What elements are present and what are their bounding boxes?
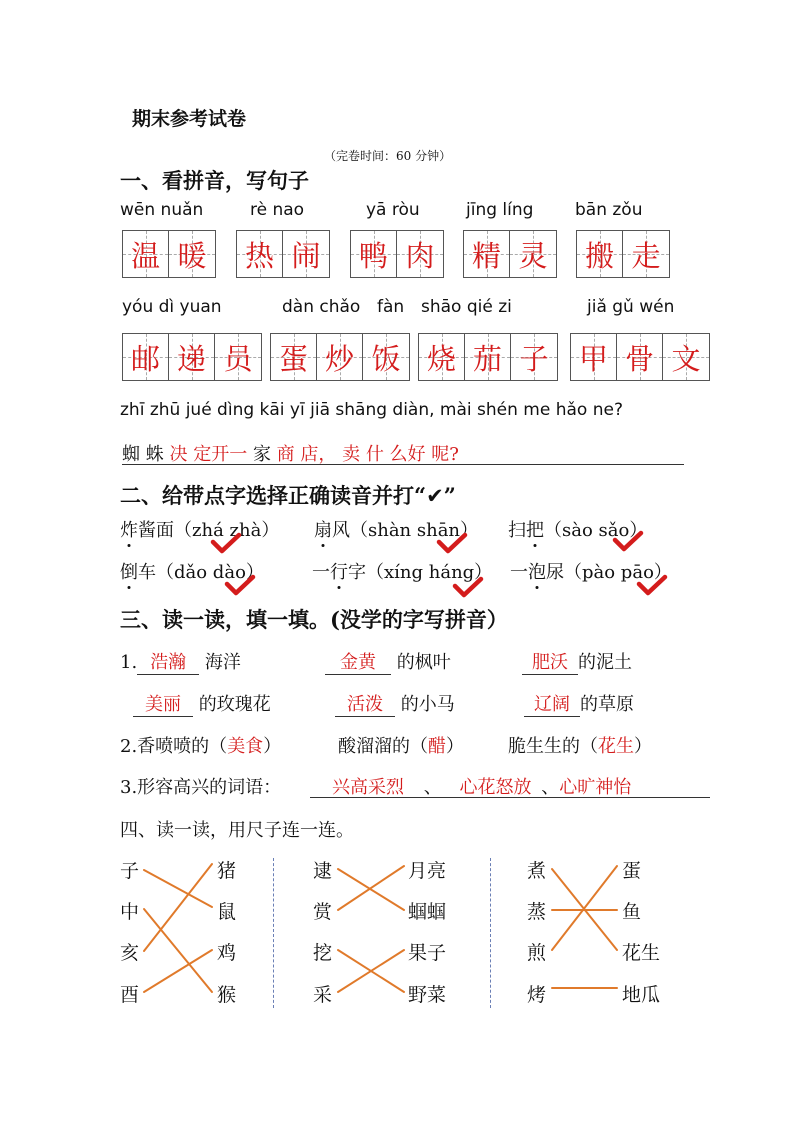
match-left: 蒸	[527, 901, 547, 923]
section-2-heading-text: 二、给带点字选择正确读音并打“	[120, 483, 427, 508]
match-right: 鱼	[622, 901, 642, 923]
pinyin-10: jiǎ gǔ wén	[587, 297, 675, 317]
section-2-heading-end: ”	[443, 483, 456, 508]
answer-blank: 美丽	[133, 690, 193, 717]
match-right: 蛋	[622, 860, 642, 882]
fill-line-2: 美丽 的玫瑰花	[133, 690, 271, 717]
char-cell: 甲	[571, 334, 617, 380]
pinyin-4: jīng líng	[466, 200, 534, 220]
match-left: 赏	[313, 901, 333, 923]
fill-line-1b: 金黄 的枫叶	[325, 648, 451, 675]
pinyin-7: dàn chǎo	[282, 297, 361, 317]
match-left: 亥	[120, 942, 140, 964]
match-right: 鼠	[217, 901, 237, 923]
pinyin-1: wēn nuǎn	[120, 200, 204, 220]
char-cell: 灵	[510, 231, 556, 277]
pinyin-3: yā ròu	[366, 200, 420, 220]
fill-line-4-answers: 兴高采烈 、 心花怒放 、心旷神怡	[310, 773, 710, 798]
char-box-group	[418, 333, 558, 381]
char-box-group	[270, 333, 410, 381]
answer-blank: 辽阔	[524, 690, 580, 717]
char-cell: 员	[215, 334, 261, 380]
char-cell: 搬	[577, 231, 623, 277]
reading-item: 一泡尿（pào pāo）	[510, 562, 672, 583]
char-cell: 精	[464, 231, 510, 277]
match-line	[144, 950, 212, 992]
char-cell: 子	[511, 334, 557, 380]
char-box-group	[570, 333, 710, 381]
match-line	[144, 864, 212, 951]
char-cell: 文	[663, 334, 709, 380]
char-cell: 暖	[169, 231, 215, 277]
char-cell: 茄	[465, 334, 511, 380]
char-cell: 饭	[363, 334, 409, 380]
section-3-heading: 三、读一读，填一填。(没学的字写拼音）	[120, 607, 508, 632]
answer-blank: 肥沃	[522, 648, 578, 675]
match-line	[144, 909, 212, 992]
char-cell: 走	[623, 231, 669, 277]
match-right: 猪	[217, 860, 237, 882]
match-left: 采	[313, 984, 333, 1006]
char-box-group	[122, 333, 262, 381]
match-left: 逮	[313, 860, 333, 882]
pinyin-2: rè nao	[250, 200, 305, 220]
fill-line-1c: 肥沃 的泥土	[522, 648, 632, 675]
char-cell: 温	[123, 231, 169, 277]
match-left: 煮	[527, 860, 547, 882]
char-cell: 骨	[617, 334, 663, 380]
section-1-heading: 一、看拼音，写句子	[120, 168, 309, 193]
char-cell: 闹	[283, 231, 329, 277]
match-right: 野菜	[408, 984, 447, 1006]
pinyin-6: yóu dì yuan	[122, 297, 222, 317]
fill-line-2b: 活泼 的小马	[335, 690, 455, 717]
match-left: 子	[120, 860, 140, 882]
match-right: 猴	[217, 984, 237, 1006]
match-left: 挖	[313, 942, 333, 964]
fill-line-2c: 辽阔 的草原	[524, 690, 634, 717]
match-left: 中	[120, 901, 140, 923]
sentence-text: 家	[252, 444, 271, 465]
char-cell: 烧	[419, 334, 465, 380]
sentence-pinyin: zhī zhū jué dìng kāi yī jiā shāng diàn, mài shén me hǎo ne?	[120, 400, 623, 420]
fill-line-3b: 酸溜溜的（醋）	[338, 736, 464, 757]
char-cell: 递	[169, 334, 215, 380]
pinyin-8: fàn	[377, 297, 405, 317]
time-limit: （完卷时间：60 分钟）	[324, 149, 452, 163]
answer-blank: 浩瀚	[137, 648, 199, 675]
reading-item: 扫把（sào sǎo）	[508, 520, 648, 541]
reading-item: 倒车（dǎo dào）	[120, 562, 264, 583]
sentence-answer: 决 定开一	[169, 444, 248, 465]
answer-blank: 活泼	[335, 690, 395, 717]
char-cell: 蛋	[271, 334, 317, 380]
char-cell: 炒	[317, 334, 363, 380]
match-right: 蝈蝈	[408, 901, 447, 923]
sentence-answer: 商 店， 卖 什 么好 呢?	[276, 444, 459, 465]
pinyin-9: shāo qié zi	[421, 297, 512, 317]
fill-line-1: 1. 浩瀚 海洋	[120, 648, 241, 675]
match-right: 地瓜	[622, 984, 661, 1006]
page-title: 期末参考试卷	[132, 108, 247, 130]
checkmark-icon: ✔	[426, 484, 444, 508]
match-left: 酉	[120, 984, 140, 1006]
section-4-heading: 四、读一读，用尺子连一连。	[120, 820, 354, 841]
match-right: 果子	[408, 942, 447, 964]
match-right: 鸡	[217, 942, 237, 964]
fill-line-3: 2.香喷喷的（美食）	[120, 736, 282, 757]
pinyin-5: bān zǒu	[575, 200, 643, 220]
reading-item: 扇风（shàn shān）	[314, 520, 479, 541]
char-cell: 鸭	[351, 231, 397, 277]
reading-item: 一行字（xíng háng）	[312, 562, 493, 583]
char-cell: 肉	[397, 231, 443, 277]
match-left: 煎	[527, 942, 547, 964]
sentence-text: 蜘 蛛	[122, 444, 164, 465]
fill-line-4-label: 3.形容高兴的词语：	[120, 777, 282, 798]
match-right: 花生	[622, 942, 661, 964]
fill-line-3c: 脆生生的（花生）	[508, 736, 652, 757]
reading-item: 炸酱面（zhá zhà）	[120, 520, 280, 541]
char-cell: 热	[237, 231, 283, 277]
match-right: 月亮	[408, 860, 447, 882]
match-left: 烤	[527, 984, 547, 1006]
char-cell: 邮	[123, 334, 169, 380]
answer-blank: 金黄	[325, 648, 391, 675]
